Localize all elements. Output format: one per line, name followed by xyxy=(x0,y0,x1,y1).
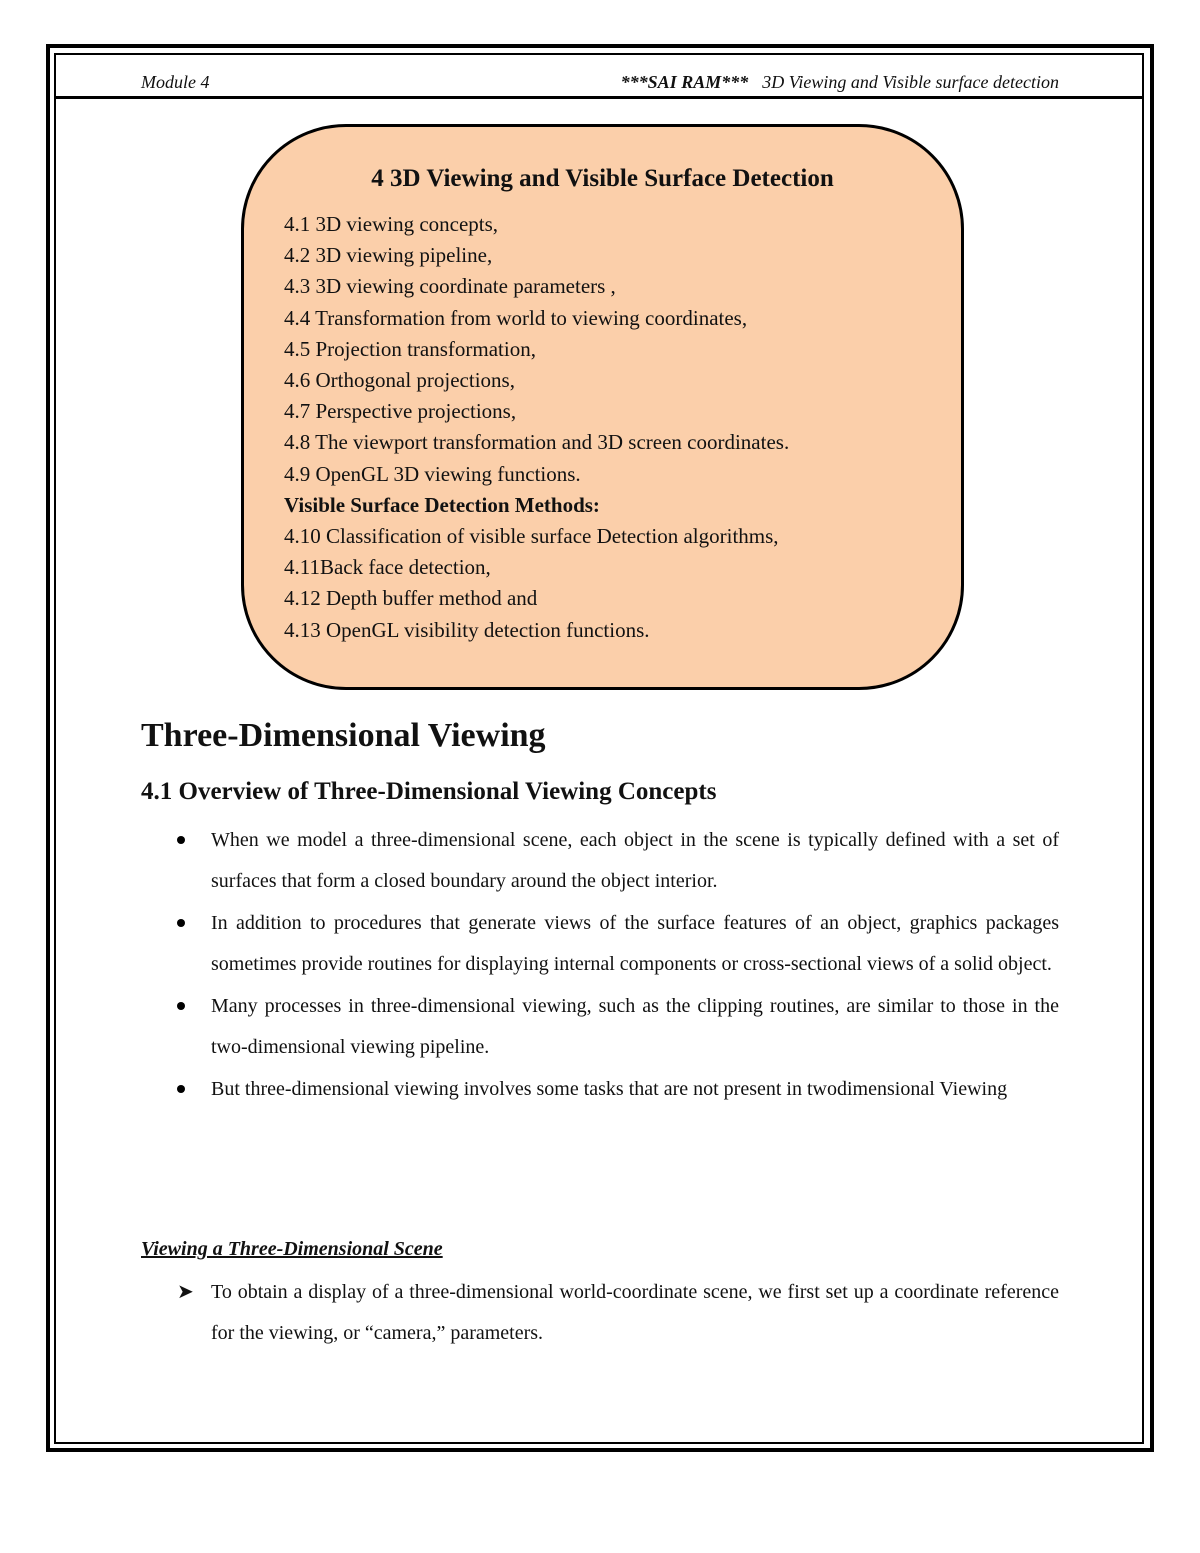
bullet-item xyxy=(141,903,1059,985)
arrow-bullet-icon: ➤ xyxy=(177,1281,194,1303)
toc-item: 4.4 Transformation from world to viewing coordinates, xyxy=(284,305,748,330)
bullet-text: In addition to procedures that generate views of the surface features of an object, graphics packages sometimes provide routines for displaying internal components or cross-sectional views of a solid object. xyxy=(211,912,1059,975)
header-divider xyxy=(54,96,1144,99)
header-module: Module 4 xyxy=(141,72,210,92)
toc-item: 4.13 OpenGL visibility detection functions. xyxy=(284,617,650,642)
scene-heading: Viewing a Three-Dimensional Scene xyxy=(141,1238,443,1260)
toc-item: 4.6 Orthogonal projections, xyxy=(284,368,515,393)
header-right xyxy=(621,72,1059,93)
toc-item: 4.2 3D viewing pipeline, xyxy=(284,243,493,268)
toc-list xyxy=(284,209,789,646)
scene-arrow-list xyxy=(141,1272,1059,1354)
toc-item: 4.8 The viewport transformation and 3D screen coordinates. xyxy=(284,430,790,455)
section-title: Three-Dimensional Viewing xyxy=(141,717,546,754)
bullet-item xyxy=(141,1069,1059,1110)
toc-item: 4.5 Projection transformation, xyxy=(284,336,536,361)
toc-box xyxy=(241,124,964,690)
subsection-title: 4.1 Overview of Three-Dimensional Viewing Concepts xyxy=(141,778,717,805)
bullet-dot-icon xyxy=(177,1085,185,1093)
toc-item: 4.11Back face detection, xyxy=(284,555,491,580)
bullet-dot-icon xyxy=(177,836,185,844)
toc-item: 4.7 Perspective projections, xyxy=(284,399,517,424)
arrow-text: To obtain a display of a three-dimensional world-coordinate scene, we first set up a coordinate reference for the viewing, or “camera,” parameters. xyxy=(211,1281,1059,1344)
header-brand: ***SAI RAM*** xyxy=(620,72,749,92)
bullet-text: When we model a three-dimensional scene, each object in the scene is typically defined with a set of surfaces that form a closed boundary around the object interior. xyxy=(211,829,1059,892)
toc-item: 4.12 Depth buffer method and xyxy=(284,586,538,611)
toc-subheading: Visible Surface Detection Methods: xyxy=(284,492,600,517)
bullet-dot-icon xyxy=(177,919,185,927)
bullet-text: But three-dimensional viewing involves some tasks that are not present in twodimensional Viewing xyxy=(211,1078,1008,1100)
toc-item: 4.10 Classification of visible surface Detection algorithms, xyxy=(284,524,779,549)
toc-item: 4.9 OpenGL 3D viewing functions. xyxy=(284,461,581,486)
bullet-dot-icon xyxy=(177,1002,185,1010)
bullet-item xyxy=(141,820,1059,902)
overview-bullet-list xyxy=(141,820,1059,1111)
bullet-item xyxy=(141,986,1059,1068)
toc-item: 4.1 3D viewing concepts, xyxy=(284,212,499,236)
arrow-item xyxy=(141,1272,1059,1354)
bullet-text: Many processes in three-dimensional viewing, such as the clipping routines, are similar to those in the two-dimensional viewing pipeline. xyxy=(211,995,1059,1058)
toc-item: 4.3 3D viewing coordinate parameters , xyxy=(284,274,616,299)
header-topic: 3D Viewing and Visible surface detection xyxy=(762,72,1059,92)
toc-title: 4 3D Viewing and Visible Surface Detection xyxy=(371,165,834,192)
